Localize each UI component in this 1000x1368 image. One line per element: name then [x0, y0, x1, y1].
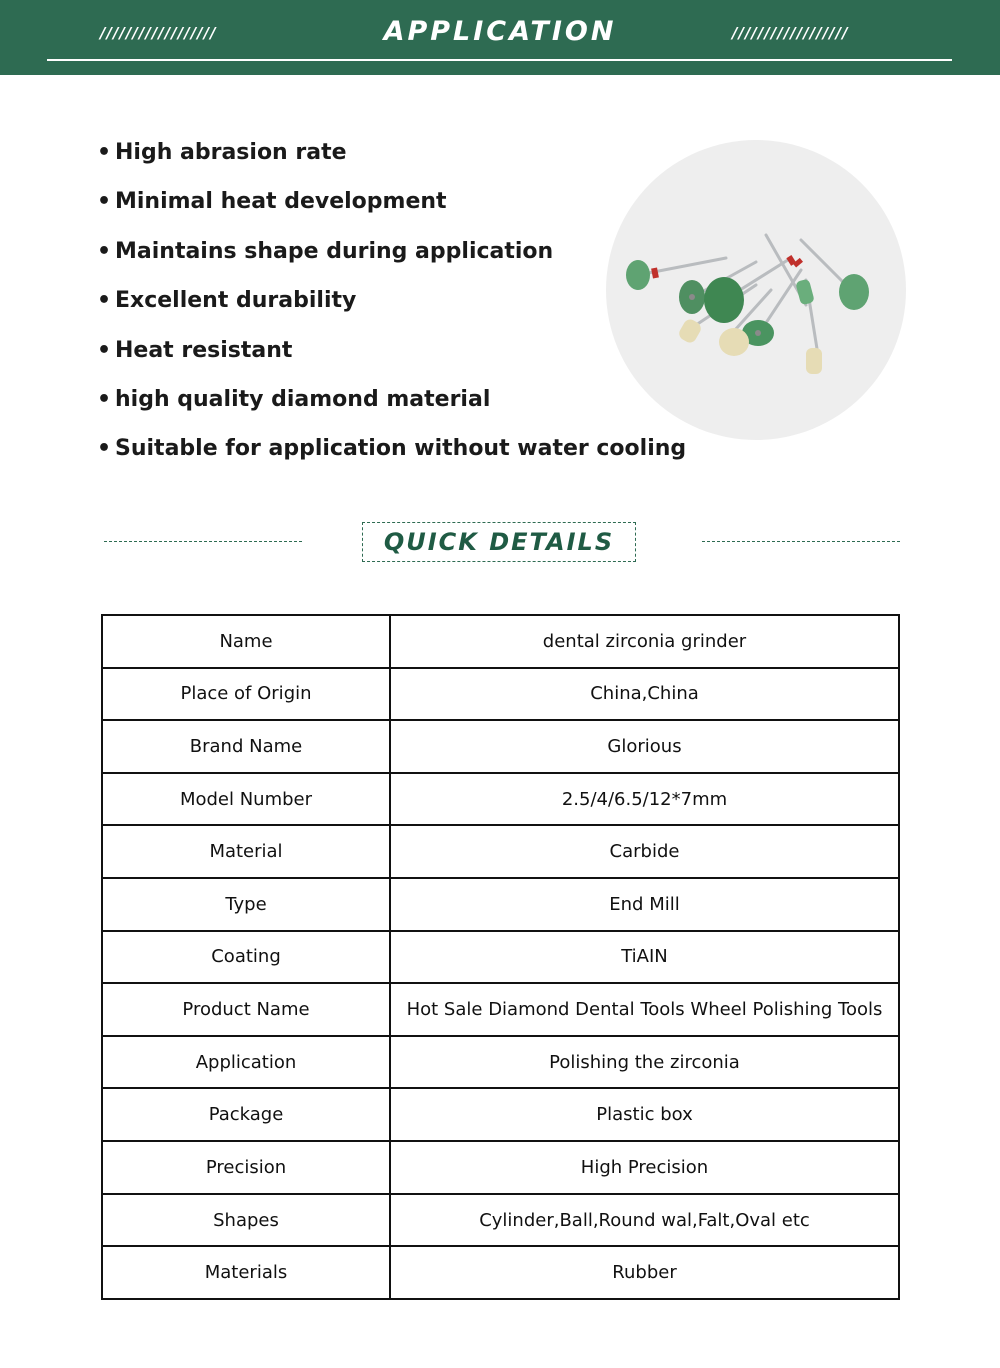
- feature-text: high quality diamond material: [115, 386, 491, 412]
- table-row: [102, 615, 899, 668]
- feature-text: Suitable for application without water cooling: [115, 436, 687, 462]
- row-value: High Precision: [390, 1141, 899, 1194]
- table-row: [102, 825, 899, 878]
- header-right-decoration: //////////////////: [732, 24, 849, 42]
- row-value: Hot Sale Diamond Dental Tools Wheel Polishing Tools: [390, 983, 899, 1036]
- header-left-decoration: //////////////////: [100, 24, 217, 42]
- feature-list: [97, 136, 686, 482]
- feature-text: Minimal heat development: [115, 189, 447, 215]
- row-value: 2.5/4/6.5/12*7mm: [390, 773, 899, 826]
- bullet-icon: •: [97, 140, 112, 165]
- row-label: Package: [102, 1088, 390, 1141]
- feature-text: Excellent durability: [115, 288, 357, 314]
- row-value: End Mill: [390, 878, 899, 931]
- row-value: Plastic box: [390, 1088, 899, 1141]
- table-row: [102, 931, 899, 984]
- row-label: Materials: [102, 1246, 390, 1299]
- product-photo: [606, 140, 906, 440]
- bullet-icon: •: [97, 288, 112, 314]
- table-row: [102, 668, 899, 721]
- table-row: [102, 878, 899, 931]
- application-header: [0, 0, 1000, 75]
- table-row: [102, 1246, 899, 1299]
- row-label: Model Number: [102, 773, 390, 826]
- row-label: Type: [102, 878, 390, 931]
- feature-text: High abrasion rate: [115, 140, 347, 165]
- feature-item: [97, 284, 686, 333]
- row-value: Cylinder,Ball,Round wal,Falt,Oval etc: [390, 1194, 899, 1247]
- row-value: Carbide: [390, 825, 899, 878]
- feature-text: Maintains shape during application: [115, 238, 554, 264]
- header-title: APPLICATION: [383, 16, 617, 47]
- feature-item: [97, 235, 686, 284]
- row-label: Product Name: [102, 983, 390, 1036]
- table-row: [102, 773, 899, 826]
- bullet-icon: •: [97, 238, 112, 264]
- row-label: Name: [102, 615, 390, 668]
- row-value: Rubber: [390, 1246, 899, 1299]
- table-row: [102, 1194, 899, 1247]
- feature-text: Heat resistant: [115, 337, 293, 363]
- dental-polisher-illustration: [606, 140, 906, 440]
- table-row: [102, 1141, 899, 1194]
- table-row: [102, 983, 899, 1036]
- table-row: [102, 720, 899, 773]
- feature-item: [97, 136, 686, 185]
- bullet-icon: •: [97, 337, 112, 363]
- header-underline: [47, 59, 952, 61]
- divider-right: [702, 541, 900, 542]
- row-label: Shapes: [102, 1194, 390, 1247]
- quick-details-title: QUICK DETAILS: [362, 522, 636, 562]
- table-row: [102, 1088, 899, 1141]
- bullet-icon: •: [97, 189, 112, 215]
- row-value: Polishing the zirconia: [390, 1036, 899, 1089]
- feature-item: [97, 383, 686, 432]
- row-value: dental zirconia grinder: [390, 615, 899, 668]
- divider-left: [104, 541, 302, 542]
- row-value: TiAIN: [390, 931, 899, 984]
- row-label: Brand Name: [102, 720, 390, 773]
- bullet-icon: •: [97, 386, 112, 412]
- quick-details-table: [101, 614, 900, 1300]
- row-label: Material: [102, 825, 390, 878]
- row-label: Precision: [102, 1141, 390, 1194]
- table-row: [102, 1036, 899, 1089]
- row-label: Application: [102, 1036, 390, 1089]
- bullet-icon: •: [97, 436, 112, 462]
- row-value: Glorious: [390, 720, 899, 773]
- row-label: Coating: [102, 931, 390, 984]
- row-label: Place of Origin: [102, 668, 390, 721]
- row-value: China,China: [390, 668, 899, 721]
- feature-item: [97, 432, 686, 481]
- feature-item: [97, 334, 686, 383]
- feature-item: [97, 185, 686, 234]
